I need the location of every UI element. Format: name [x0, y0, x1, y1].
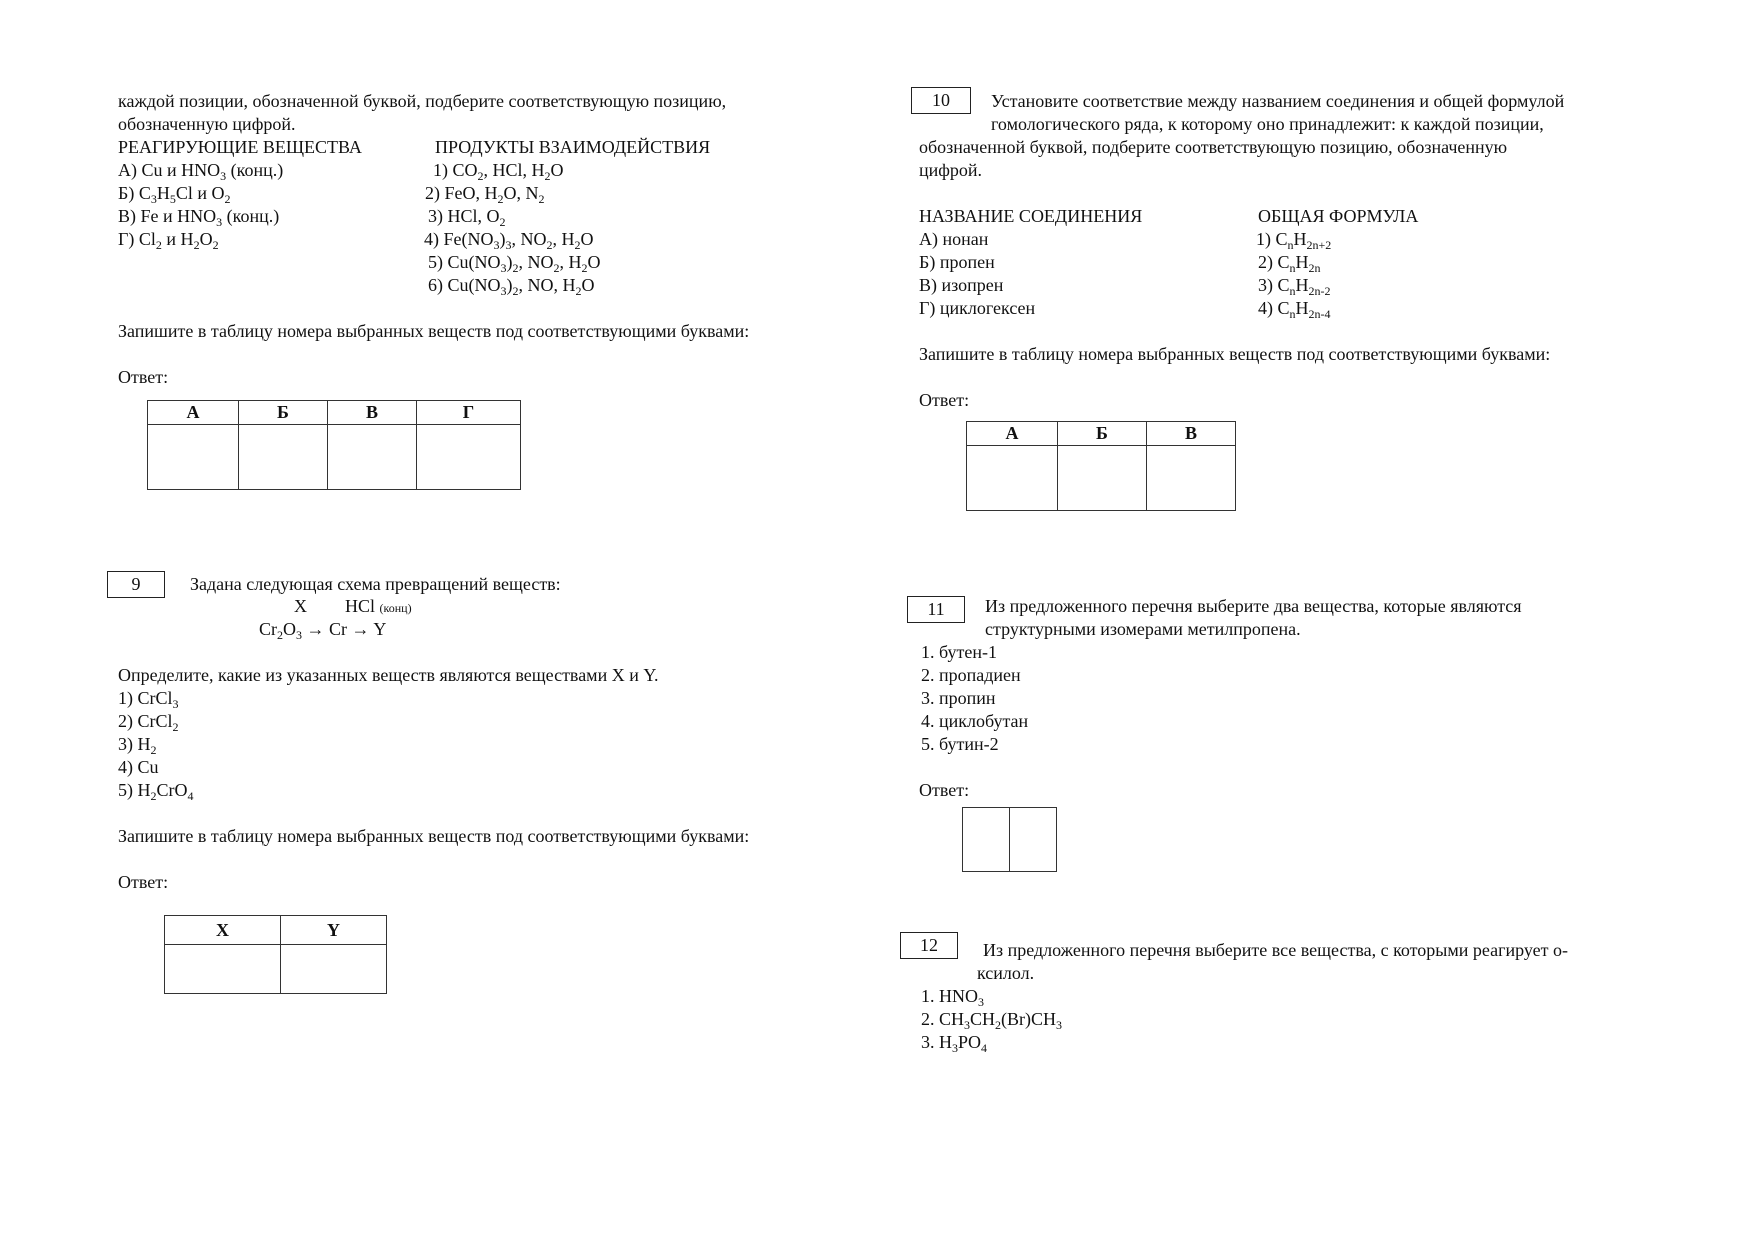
q11-answer-cell-1[interactable] [963, 808, 1010, 872]
question-number-9: 9 [107, 571, 165, 598]
answer-cell-x[interactable] [165, 945, 281, 994]
intro-line-1: каждой позиции, обозначенной буквой, подберите соответствующую позицию, [118, 91, 727, 111]
answer-cell-a[interactable] [148, 425, 239, 490]
question-number-10: 10 [911, 87, 971, 114]
q10-name-b: Б) пропен [919, 252, 995, 272]
q10-heading-names: НАЗВАНИЕ СОЕДИНЕНИЯ [919, 206, 1143, 226]
q9-hcl-text: HCl [345, 596, 376, 616]
reactant-b: Б) $C_3H_5Cl$ и $O_2$ [118, 183, 231, 206]
product-2: 2) FeO, $H_2O$, $N_2$ [425, 183, 545, 206]
product-1: 1) $CO_2$, HCl, $H_2O$ [433, 160, 564, 183]
q9-define: Определите, какие из указанных веществ являются веществами X и Y. [118, 665, 659, 685]
answer-header-a: А [148, 401, 239, 425]
product-5: 5) $Cu(NO_3)_2$, $NO_2$, $H_2O$ [428, 252, 601, 275]
reactant-v: В) Fe и $HNO_3$ (конц.) [118, 206, 280, 229]
answer-table-8 [147, 400, 521, 490]
q10-line-2: гомологического ряда, к которому оно принадлежит: к каждой позиции, [991, 114, 1544, 134]
q10-answer-header-a: А [967, 422, 1058, 446]
product-6: 6) $Cu(NO_3)_2$, NO, $H_2O$ [428, 275, 595, 298]
q10-line-3: обозначенной буквой, подберите соответствующую позицию, обозначенную [919, 137, 1508, 157]
q11-option-3: 3. пропин [921, 688, 996, 708]
q12-line-1: Из предложенного перечня выберите все вещества, с которыми реагирует о- [983, 940, 1568, 960]
answer-header-x: X [165, 916, 281, 945]
q10-answer-header-b: Б [1058, 422, 1147, 446]
reactant-g: Г) $Cl_2$ и $H_2O_2$ [118, 229, 219, 252]
q9-scheme: $Cr_2O_3 \to Cr \to Y$ [259, 619, 387, 642]
q10-formula-1: 1) $C_nH_{2n+2}$ [1256, 229, 1332, 252]
answer-cell-y[interactable] [281, 945, 387, 994]
q11-line-2: структурными изомерами метилпропена. [985, 619, 1301, 639]
q9-hcl-note: (конц) [379, 601, 412, 615]
q9-answer-label: Ответ: [118, 872, 169, 892]
q12-option-3: 3. $H_3PO_4$ [921, 1032, 988, 1055]
q11-answer-label: Ответ: [919, 780, 970, 800]
q12-option-2: 2. $CH_3CH_2(Br)CH_3$ [921, 1009, 1063, 1032]
answer-table-9 [164, 915, 387, 994]
q11-answer-cell-2[interactable] [1010, 808, 1057, 872]
q11-option-1: 1. бутен-1 [921, 642, 997, 662]
answer-header-y: Y [281, 916, 387, 945]
q10-formula-3: 3) $C_nH_{2n-2}$ [1258, 275, 1331, 298]
answer-cell-v[interactable] [328, 425, 417, 490]
q10-heading-formulas: ОБЩАЯ ФОРМУЛА [1258, 206, 1419, 226]
column-heading-reactants: РЕАГИРУЮЩИЕ ВЕЩЕСТВА [118, 137, 362, 157]
q10-name-v: В) изопрен [919, 275, 1004, 295]
q10-name-g: Г) циклогексен [919, 298, 1036, 318]
q11-option-2: 2. пропадиен [921, 665, 1021, 685]
q10-line-4: цифрой. [919, 160, 983, 180]
q9-write-in-table: Запишите в таблицу номера выбранных веществ под соответствующими буквами: [118, 826, 750, 846]
q9-option-5: 5) $H_2CrO_4$ [118, 780, 194, 803]
q10-write-in-table: Запишите в таблицу номера выбранных веществ под соответствующими буквами: [919, 344, 1551, 364]
answer-header-v: В [328, 401, 417, 425]
q10-line-1: Установите соответствие между названием соединения и общей формулой [991, 91, 1565, 111]
q11-option-4: 4. циклобутан [921, 711, 1029, 731]
answer-cell-g[interactable] [417, 425, 521, 490]
q11-line-1: Из предложенного перечня выберите два вещества, которые являются [985, 596, 1522, 616]
product-3: 3) HCl, $O_2$ [428, 206, 506, 229]
q12-line-2: ксилол. [977, 963, 1035, 983]
answer-header-g: Г [417, 401, 521, 425]
question-number-12: 12 [900, 932, 958, 959]
answer-cell-b[interactable] [239, 425, 328, 490]
q10-answer-header-v: В [1147, 422, 1236, 446]
reactant-a: А) Cu и $HNO_3$ (конц.) [118, 160, 284, 183]
q9-option-4: 4) Cu [118, 757, 159, 777]
q9-option-1: 1) CrCl$_3$ [118, 688, 179, 711]
q10-answer-cell-b[interactable] [1058, 446, 1147, 511]
q9-reagent-hcl [345, 595, 412, 620]
q10-formula-4: 4) $C_nH_{2n-4}$ [1258, 298, 1331, 321]
q10-answer-label: Ответ: [919, 390, 970, 410]
q10-formula-2: 2) $C_nH_{2n}$ [1258, 252, 1321, 275]
answer-label: Ответ: [118, 367, 169, 387]
answer-table-11 [962, 807, 1057, 872]
q9-title: Задана следующая схема превращений веществ: [190, 574, 561, 594]
answer-table-10 [966, 421, 1236, 511]
intro-line-2: обозначенную цифрой. [118, 114, 296, 134]
answer-header-b: Б [239, 401, 328, 425]
question-number-11: 11 [907, 596, 965, 623]
q11-option-5: 5. бутин-2 [921, 734, 999, 754]
q10-name-a: А) нонан [919, 229, 989, 249]
q10-answer-cell-v[interactable] [1147, 446, 1236, 511]
q9-option-3: 3) $H_2$ [118, 734, 157, 757]
q9-reagent-x: X [294, 596, 307, 616]
q10-answer-cell-a[interactable] [967, 446, 1058, 511]
product-4: 4) $Fe(NO_3)_3$, $NO_2$, $H_2O$ [424, 229, 594, 252]
q12-option-1: 1. $HNO_3$ [921, 986, 984, 1009]
write-in-table-instruction: Запишите в таблицу номера выбранных веществ под соответствующими буквами: [118, 321, 750, 341]
q9-option-2: 2) CrCl$_2$ [118, 711, 179, 734]
column-heading-products: ПРОДУКТЫ ВЗАИМОДЕЙСТВИЯ [435, 137, 711, 157]
